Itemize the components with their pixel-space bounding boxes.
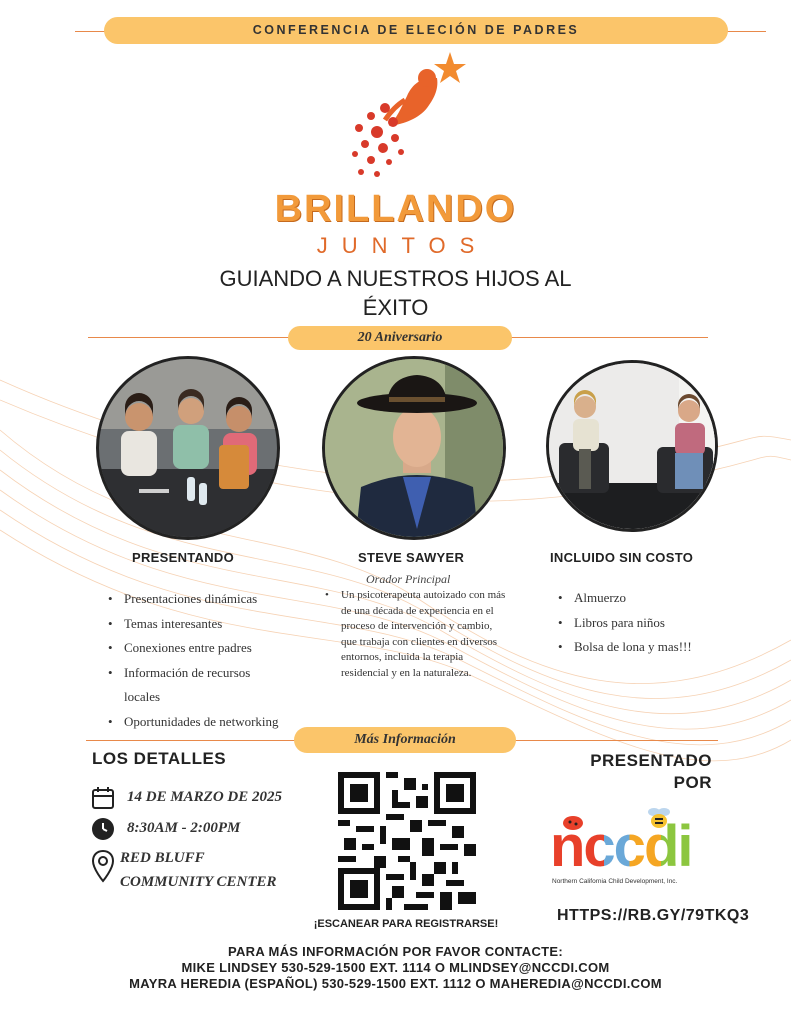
registration-qr-code[interactable] xyxy=(338,772,476,910)
nccdi-logo xyxy=(550,806,715,890)
list-item: • Oportunidades de networking xyxy=(108,710,308,735)
speaker-illustration xyxy=(325,359,506,540)
calendar-icon xyxy=(91,786,115,810)
discussion-illustration xyxy=(549,363,718,532)
presented-by-line-2: POR xyxy=(673,773,712,792)
tagline xyxy=(0,264,791,322)
nccdi-logo-text xyxy=(550,814,692,879)
event-date: 14 DE MARZO DE 2025 xyxy=(127,789,283,805)
speaker-bio-list xyxy=(325,588,510,681)
included-heading: INCLUIDO SIN COSTO xyxy=(550,550,694,565)
event-time: 8:30AM - 2:00PM xyxy=(127,820,241,836)
presented-by-line-1: PRESENTADO xyxy=(590,751,712,770)
discussion-photo xyxy=(546,360,718,532)
speaker-heading: STEVE SAWYER xyxy=(358,550,465,565)
top-rule-right xyxy=(726,31,766,32)
anniversary-badge: 20 Aniversario xyxy=(288,326,512,350)
registration-url[interactable]: HTTPS://RB.GY/79TKQ3 xyxy=(557,907,750,924)
qr-caption: ¡ESCANEAR PARA REGISTRARSE! xyxy=(313,918,499,930)
list-item: • Libros para niños xyxy=(558,611,758,636)
speaker-photo xyxy=(322,356,506,540)
list-item: • Almuerzo xyxy=(558,586,758,611)
list-item: • Bolsa de lona y mas!!! xyxy=(558,635,758,660)
parents-group-photo xyxy=(96,356,280,540)
list-item: • Información de recursos locales xyxy=(108,661,274,710)
conference-banner: CONFERENCIA DE ELECIÓN DE PADRES xyxy=(104,17,728,44)
location-pin-icon xyxy=(91,849,115,883)
details-heading: LOS DETALLES xyxy=(92,749,227,768)
brand-subtitle: JUNTOS xyxy=(316,233,489,258)
speaker-bio: • Un psicoterapeuta autoizado con más de una década de experiencia en el proceso de intervención y cambio, que trabaja con clientes en diversos entornos, incluida la terapia residencial y en la naturaleza. xyxy=(325,588,510,681)
list-item: • Temas interesantes xyxy=(108,612,308,637)
contact-heading: PARA MÁS INFORMACIÓN POR FAVOR CONTACTE: xyxy=(227,944,564,959)
brand-title: BRILLANDO xyxy=(274,188,517,230)
nccdi-logo-caption: Northern California Child Development, Inc. xyxy=(552,878,678,885)
clock-icon xyxy=(91,817,115,841)
contact-line-mike: MIKE LINDSEY 530-529-1500 EXT. 1114 O MLINDSEY@NCCDI.COM xyxy=(181,960,610,975)
speaker-role: Orador Principal xyxy=(366,572,451,586)
presenting-list xyxy=(108,587,308,734)
tagline-line-1: GUIANDO A NUESTROS HIJOS AL xyxy=(219,266,572,291)
top-rule-left xyxy=(75,31,105,32)
presented-by-heading xyxy=(560,750,712,794)
more-info-badge: Más Información xyxy=(294,727,516,753)
presenting-heading: PRESENTANDO xyxy=(132,550,235,565)
list-item: • Presentaciones dinámicas xyxy=(108,587,308,612)
contact-line-mayra: MAYRA HEREDIA (ESPAÑOL) 530-529-1500 EXT. 1112 O MAHEREDIA@NCCDI.COM xyxy=(129,976,662,991)
contact-footer xyxy=(0,944,791,992)
shooting-star-logo xyxy=(345,48,475,183)
included-list xyxy=(558,586,758,660)
tagline-line-2: ÉXITO xyxy=(362,295,429,320)
location-line-1: RED BLUFF xyxy=(120,850,205,866)
list-item: • Conexiones entre padres xyxy=(108,636,308,661)
event-location xyxy=(120,846,277,894)
parents-group-illustration xyxy=(99,359,280,540)
location-line-2: COMMUNITY CENTER xyxy=(120,874,277,890)
logo-text-word: nccdi xyxy=(550,814,692,879)
